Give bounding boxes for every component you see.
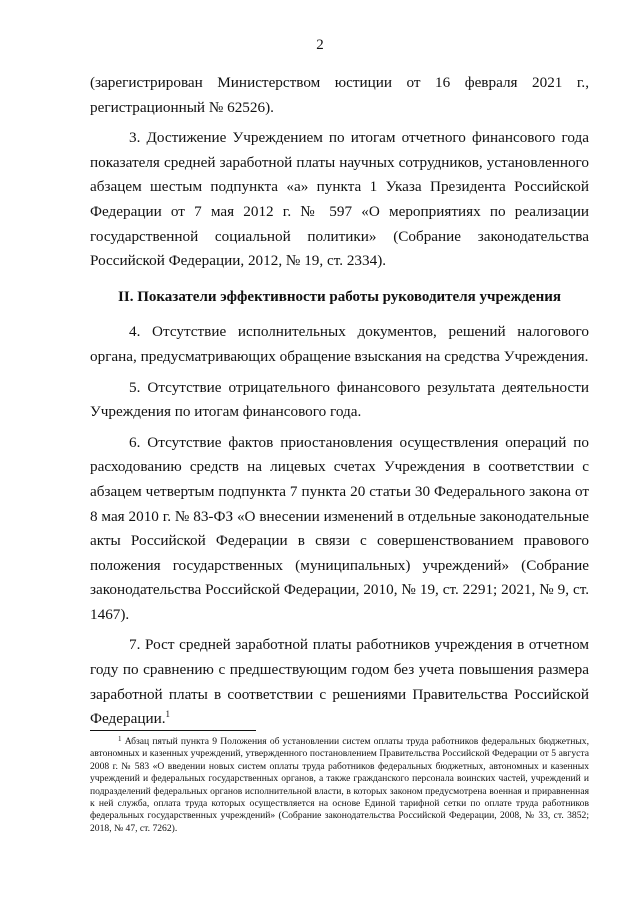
page-number: 2	[316, 37, 324, 53]
footnote-marker: 1	[118, 735, 122, 743]
document-body	[90, 71, 589, 732]
paragraph-5: 5. Отсутствие отрицательного финансового результата деятельности Учреждения по итогам финансового года.	[90, 378, 589, 421]
paragraph-6: 6. Отсутствие фактов приостановления осуществления операций по расходованию средств на лицевых счетах Учреждения в соответствии с абзацем четвертым подпункта 7 пункта 20 статьи 30 Федерального закона от 8 мая 2010 г. № 83-ФЗ «О внесении изменений в отдельные законодательные акты Российской Федерации в связи с совершенствованием правового положения государственных (муниципальных) учреждений» (Собрание законодательства Российской Федерации, 2010, № 19, ст. 2291; 2021, № 9, ст. 1467).	[90, 433, 589, 623]
footnote-text: Абзац пятый пункта 9 Положения об установлении систем оплаты труда работников федеральных бюджетных, автономных и казенных учреждений, утвержденного постановлением Правительства Российской Федерации от 5 августа 2008 г. № 583 «О введении новых систем оплаты труда работников федеральных бюджетных, автономных и казенных учреждений и федеральных государственных органов, а также гражданского персонала воинских частей, учреждений и подразделений федеральных органов исполнительной власти, в которых законом предусмотрена военная и приравненная к ней служба, оплата труда которых осуществляется на основе Единой тарифной сетки по оплате труда работников федеральных государственных учреждений» (Собрание законодательства Российской Федерации, 2008, № 33, ст. 3852; 2018, № 47, ст. 7262).	[90, 736, 589, 834]
footnote-reference[interactable]: 1	[165, 709, 171, 720]
footnote-divider	[90, 730, 256, 731]
paragraph-continuation: (зарегистрирован Министерством юстиции от 16 февраля 2021 г., регистрационный № 62526).	[90, 74, 589, 116]
paragraph-7-text: 7. Рост средней заработной платы работников учреждения в отчетном году по сравнению с предшествующим годом без учета повышения размера заработной платы в соответствии с решениями Правительства Российской Федерации.	[90, 636, 589, 728]
paragraph-3: 3. Достижение Учреждением по итогам отчетного финансового года показателя средней заработной платы научных сотрудников, установленного абзацем шестым подпункта «а» пункта 1 Указа Президента Российской Федерации от 7 мая 2012 г. № 597 «О мероприятиях по реализации государственной социальной политики» (Собрание законодательства Российской Федерации, 2012, № 19, ст. 2334).	[90, 129, 589, 270]
section-heading: II. Показатели эффективности работы руководителя учреждения	[118, 288, 561, 305]
footnote	[90, 736, 589, 835]
paragraph-7	[90, 633, 589, 731]
paragraph-4: 4. Отсутствие исполнительных документов, решений налогового органа, предусматривающих обращение взыскания на средства Учреждения.	[90, 323, 589, 365]
